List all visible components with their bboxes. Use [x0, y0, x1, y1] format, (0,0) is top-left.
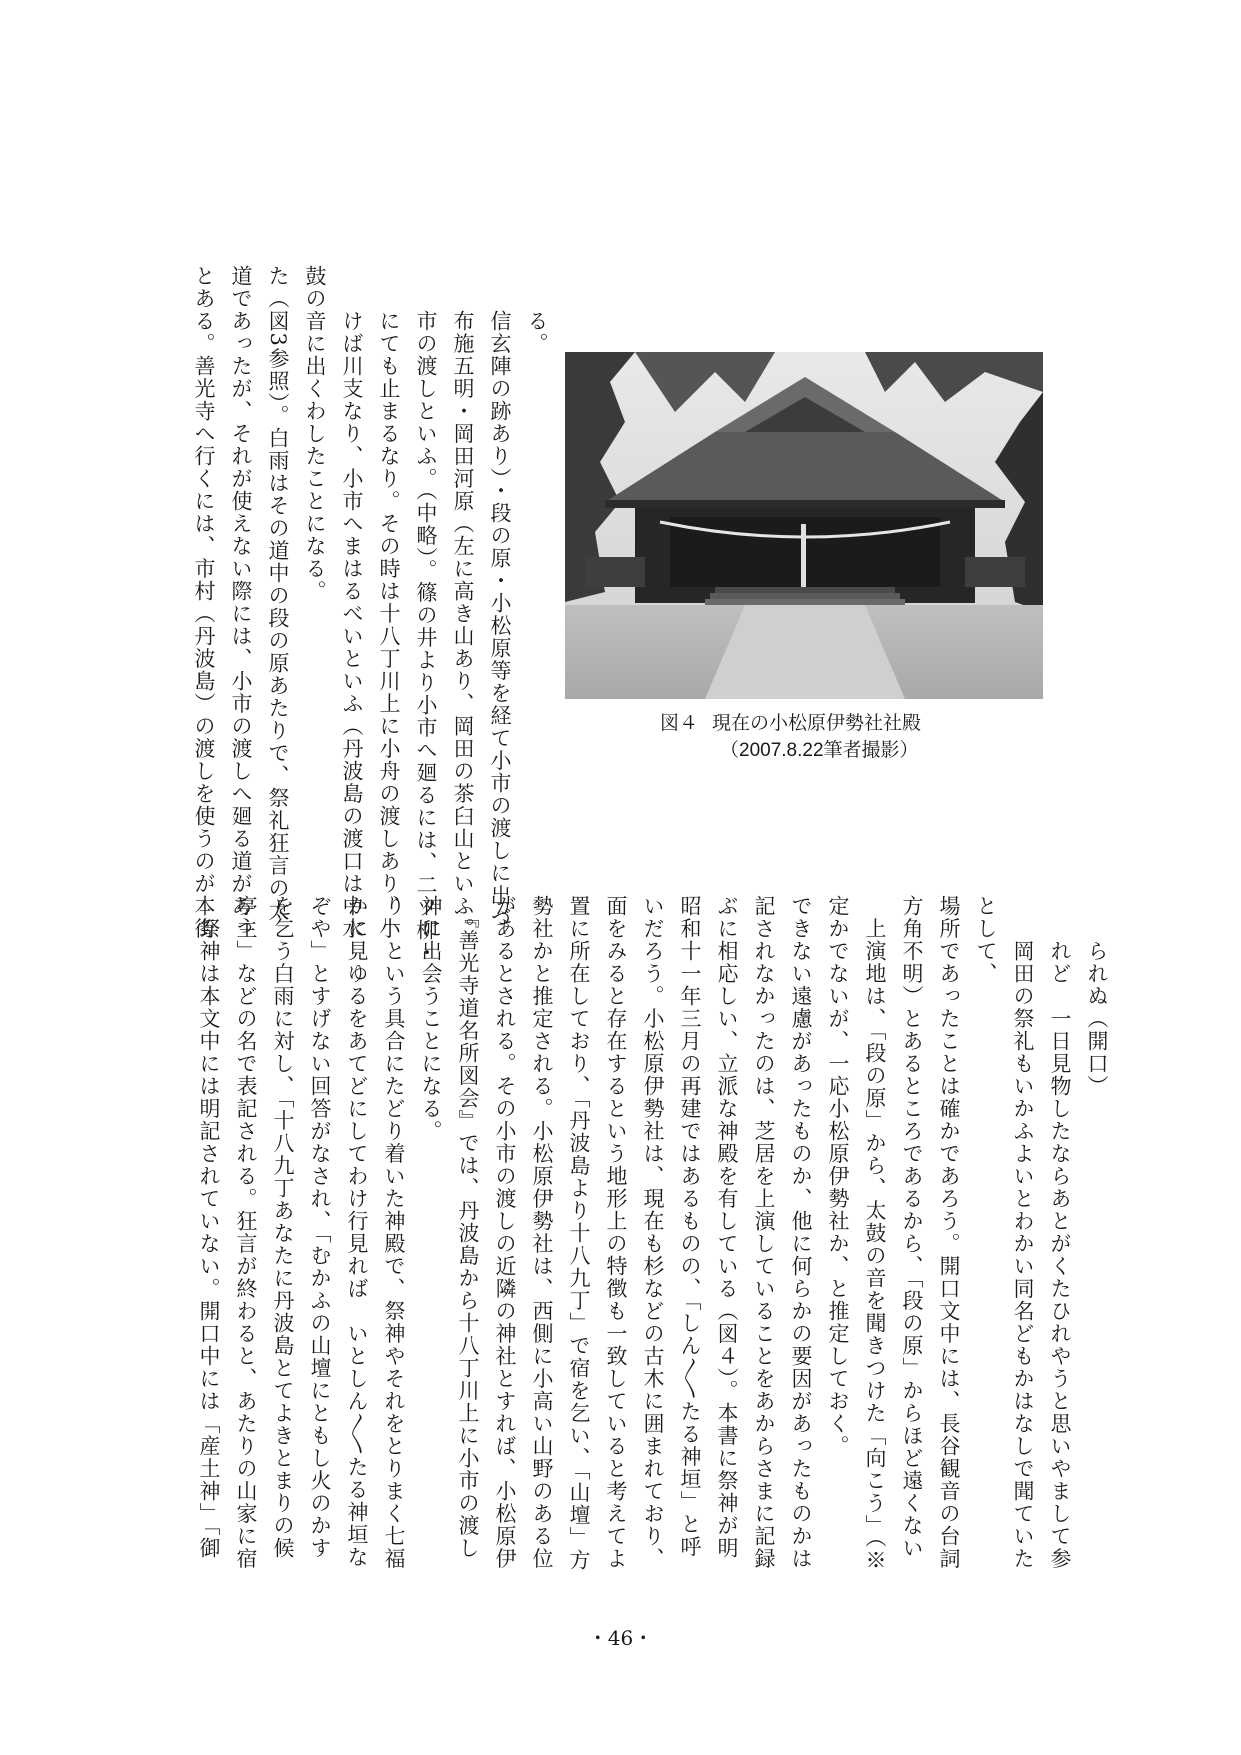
text-column: 布施五明・岡田河原（左に高き山あり、岡田の茶臼山といふ。	[451, 310, 475, 940]
lower-text	[190, 895, 1115, 1572]
upper-quote	[333, 310, 555, 964]
text-column: けば川支なり、小市へまはるべいといふ（丹波島の渡口は中水	[340, 310, 364, 940]
text-column: れど 一日見物したならあとがくたひれやうと思いやまして参	[1048, 895, 1072, 1570]
text-column: ぞや」とすげない回答がなされ、「むかふの山壇にともし火のかす	[308, 895, 332, 1560]
page-number: ・46・	[587, 1626, 654, 1650]
text-column: 昭和十一年三月の再建ではあるものの、「しん〳〵たる神垣」と呼	[678, 895, 702, 1558]
text-column: られぬ（開口）	[1085, 895, 1109, 1098]
text-column: いだろう。小松原伊勢社は、現在も杉などの古木に囲まれており、	[641, 895, 665, 1570]
text-column: 定かでないが、一応小松原伊勢社か、と推定しておく。	[826, 895, 850, 1458]
text-column: 面をみると存在するという地形上の特徴も一致していると考えてよ	[604, 895, 628, 1570]
text-column: 『善光寺道名所図会』では、丹波島から十八丁川上に小市の渡し	[456, 895, 480, 1560]
text-column: 岡田の祭礼もいかふよいとわかい同名どもかはなしで聞ていた	[1011, 895, 1035, 1570]
text-column: る。	[525, 310, 549, 355]
text-column: た（図3参照）。白雨はその道中の段の原あたりで、祭礼狂言の太	[266, 265, 290, 922]
text-column: として、	[974, 895, 998, 985]
text-column: 置に所在しており、「丹波島より十八九丁」で宿を乞い、「山壇」方	[567, 895, 591, 1572]
text-column: 場所であったことは確かであろう。開口文中には、長谷観音の台詞	[937, 895, 961, 1570]
text-column: を乞う白雨に対し、「十八九丁あなたに丹波島とてよきとまりの候	[271, 895, 295, 1560]
text-column: 祭神は本文中には明記されていない。開口中には「産土神」「御	[197, 895, 221, 1560]
figure-title: 現在の小松原伊勢社社殿	[712, 713, 922, 734]
text-column: 方角不明）とあるところであるから、「段の原」からほど遠くない	[900, 895, 924, 1560]
figure-label: 図４	[660, 713, 699, 734]
text-column: 勢社かと推定される。小松原伊勢社は、西側に小高い山野のある位	[530, 895, 554, 1570]
text-column: 道であったが、それが使えない際には、小市の渡しへ廻る道があっ	[229, 265, 253, 940]
text-column: 記されなかったのは、芝居を上演していることをあからさまに記録	[752, 895, 776, 1570]
text-column: 鼓の音に出くわしたことになる。	[303, 265, 327, 603]
figure-caption	[660, 710, 1000, 764]
text-column: ぶに相応しい、立派な神殿を有している（図４）。本書に祭神が明	[715, 895, 739, 1560]
figure-credit: （2007.8.22筆者撮影）	[720, 740, 919, 761]
text-column: とある。善光寺へ行くには、市村（丹波島）の渡しを使うのが本街	[192, 265, 216, 940]
text-column: り」という具合にたどり着いた神殿で、祭神やそれをとりまく七福	[382, 895, 406, 1570]
text-column: 信玄陣の跡あり）・段の原・小松原等を経て小市の渡しに出づ	[488, 310, 512, 930]
shrine-photo	[565, 352, 1043, 699]
upper-paragraph	[185, 265, 333, 940]
text-column: 神に出会うことになる。	[419, 895, 443, 1143]
text-column: 上演地は、「段の原」から、太鼓の音を聞きつけた「向こう」（※	[863, 895, 887, 1572]
text-column: 亭主」などの名で表記される。狂言が終わると、あたりの山家に宿	[234, 895, 258, 1570]
text-column: にても止まるなり。その時は十八丁川上に小舟の渡しあり、小	[377, 310, 401, 940]
text-column: があるとされる。その小市の渡しの近隣の神社とすれば、小松原伊	[493, 895, 517, 1570]
text-column: かに見ゆるをあてどにしてわけ行見れば いとしん〳〵たる神垣な	[345, 895, 369, 1569]
text-column: 市の渡しといふ。（中略）。篠の井より小市へ廻るには、二ツ柳・	[414, 310, 438, 964]
text-column: できない遠慮があったものか、他に何らかの要因があったものかは	[789, 895, 813, 1570]
